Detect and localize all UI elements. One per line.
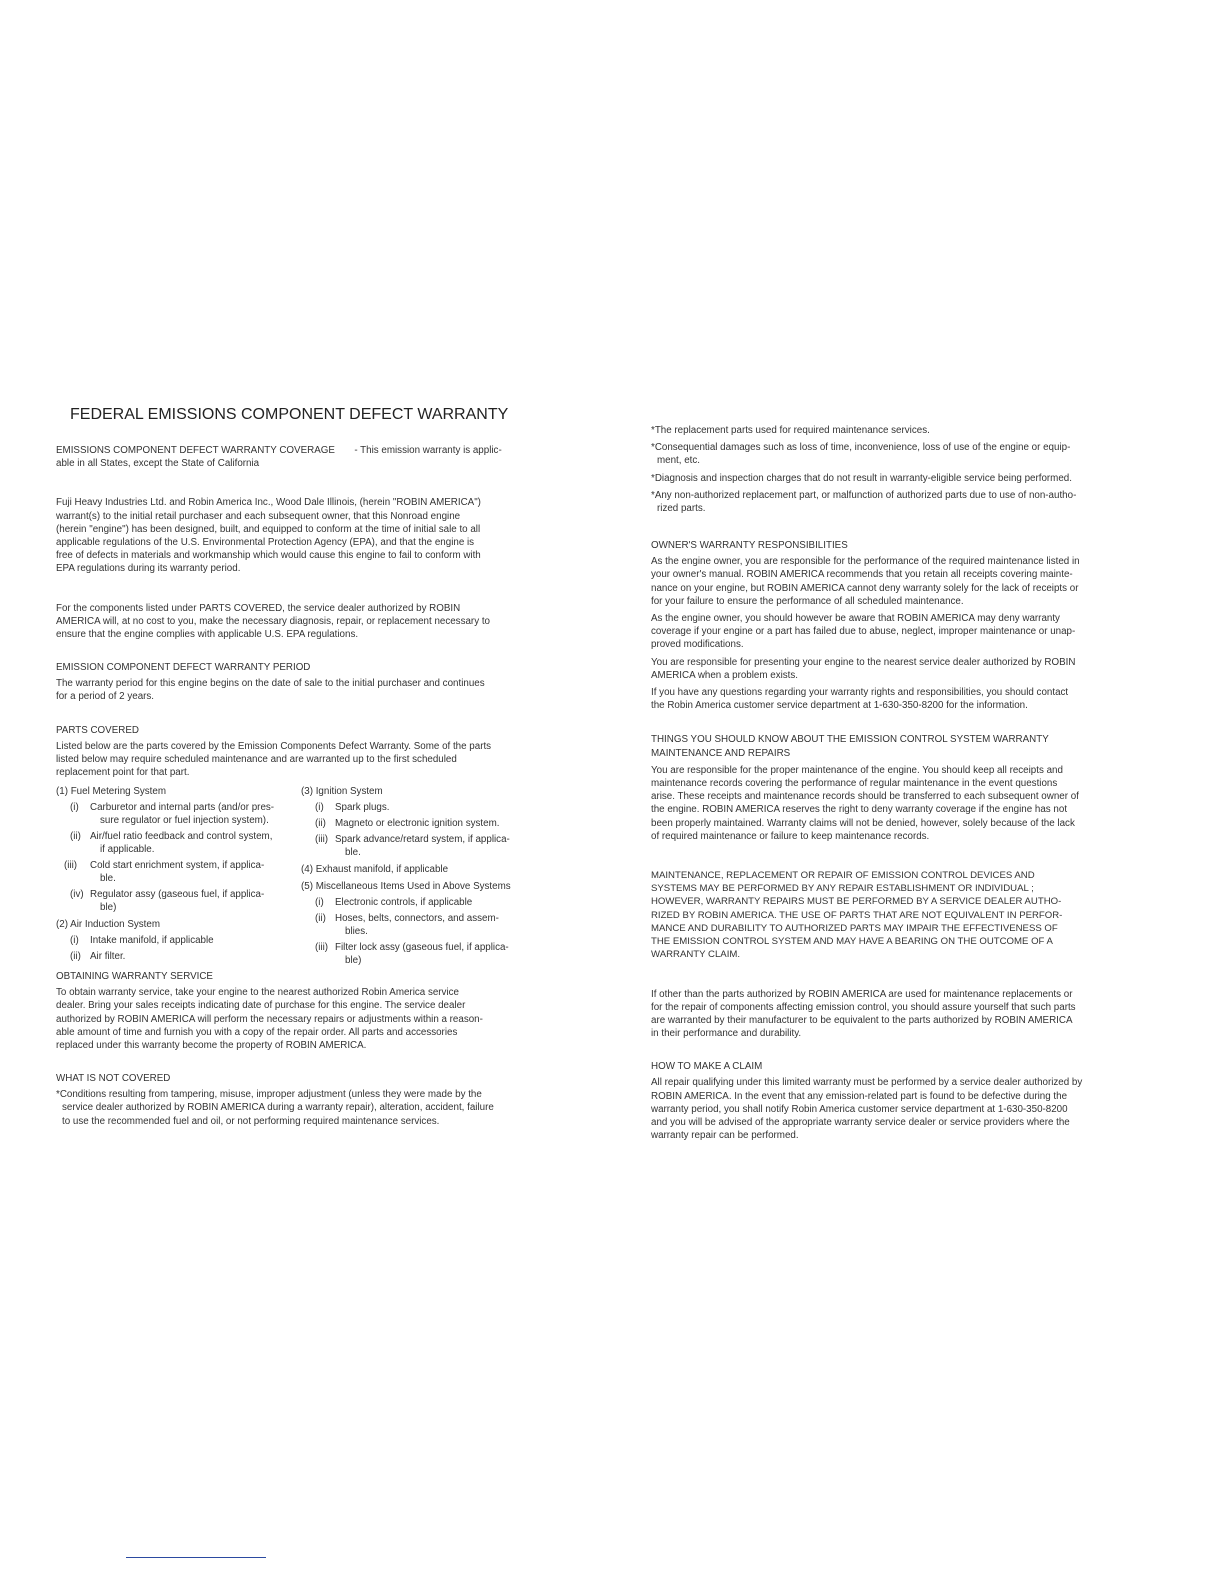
- list-item: [301, 941, 531, 967]
- replacement-line: are warranted by their manufacturer to be equivalent to the parts authorized by ROBIN AMERICA: [651, 1014, 1073, 1026]
- intro-paragraph: [56, 496, 531, 575]
- item-number: (iii): [315, 942, 329, 954]
- item-number: (ii): [315, 913, 326, 925]
- list-item: [301, 801, 531, 814]
- period-heading: EMISSION COMPONENT DEFECT WARRANTY PERIOD: [56, 662, 311, 674]
- components-line: ensure that the engine complies with applicable U.S. EPA regulations.: [56, 629, 359, 641]
- item-number: (iv): [70, 889, 84, 901]
- things-heading: [651, 733, 1131, 759]
- list-item: [56, 934, 301, 947]
- not-covered-line: rized parts.: [657, 503, 706, 515]
- not-covered-line: *Conditions resulting from tampering, misuse, improper adjustment (unless they were made by the: [56, 1089, 482, 1101]
- list-item: [301, 817, 531, 830]
- notice-line: RIZED BY ROBIN AMERICA. THE USE OF PARTS THAT ARE NOT EQUIVALENT IN PERFOR-: [651, 909, 1063, 921]
- coverage-line-2: able in all States, except the State of California: [56, 458, 260, 470]
- parts-list-right: [301, 785, 531, 971]
- item-text: Cold start enrichment system, if applica-: [90, 860, 265, 872]
- claim-paragraph: [651, 1076, 1131, 1142]
- not-covered-item: [651, 489, 1131, 515]
- things-line: maintenance records covering the performance of regular maintenance in the event questions: [651, 778, 1058, 790]
- maintenance-notice: [651, 869, 1131, 961]
- list-item: [301, 833, 531, 859]
- owner-paragraph: [651, 686, 1131, 712]
- item-text: Magneto or electronic ignition system.: [335, 818, 500, 830]
- things-line: You are responsible for the proper maintenance of the engine. You should keep all receipts and: [651, 764, 1063, 776]
- coverage-line-1: - This emission warranty is applic-: [354, 445, 502, 456]
- item-text: ble): [100, 902, 117, 914]
- item-number: (ii): [70, 831, 81, 843]
- item-number: (ii): [315, 818, 326, 830]
- components-line: AMERICA will, at no cost to you, make the necessary diagnosis, repair, or replacement necessary to: [56, 615, 490, 627]
- obtaining-line: authorized by ROBIN AMERICA will perform the necessary repairs or adjustments within a reason-: [56, 1013, 483, 1025]
- components-paragraph: [56, 602, 531, 642]
- owner-line: your owner's manual. ROBIN AMERICA recommends that you retain all receipts covering mainte-: [651, 569, 1073, 581]
- item-text: Air/fuel ratio feedback and control system,: [90, 831, 273, 843]
- coverage-heading: EMISSIONS COMPONENT DEFECT WARRANTY COVERAGE: [56, 445, 335, 456]
- item-text: Regulator assy (gaseous fuel, if applica-: [90, 889, 265, 901]
- claim-heading: HOW TO MAKE A CLAIM: [651, 1061, 763, 1073]
- owner-line: If you have any questions regarding your warranty rights and responsibilities, you should contact: [651, 687, 1069, 699]
- not-covered-line: to use the recommended fuel and oil, or not performing required maintenance services.: [62, 1115, 440, 1127]
- list-item: [56, 830, 301, 856]
- group-title: (4) Exhaust manifold, if applicable: [301, 864, 449, 876]
- notice-line: MANCE AND DURABILITY TO AUTHORIZED PARTS MAY IMPAIR THE EFFECTIVENESS OF: [651, 922, 1058, 934]
- list-item: [56, 950, 301, 963]
- things-heading-line: MAINTENANCE AND REPAIRS: [651, 747, 791, 759]
- period-line: for a period of 2 years.: [56, 691, 155, 703]
- intro-line: (herein "engine") has been designed, built, and equipped to conform at the time of initial sale to all: [56, 523, 481, 535]
- claim-line: ROBIN AMERICA. In the event that any emission-related part is found to be defective during the: [651, 1090, 1068, 1102]
- item-text: sure regulator or fuel injection system).: [100, 815, 269, 827]
- notice-line: SYSTEMS MAY BE PERFORMED BY ANY REPAIR ESTABLISHMENT OR INDIVIDUAL ;: [651, 883, 1034, 895]
- not-covered-item: [651, 441, 1131, 467]
- obtaining-line: To obtain warranty service, take your engine to the nearest authorized Robin America service: [56, 987, 459, 999]
- obtaining-line: dealer. Bring your sales receipts indicating date of purchase for this engine. The service dealer: [56, 1000, 466, 1012]
- period-line: The warranty period for this engine begins on the date of sale to the initial purchaser and continues: [56, 678, 485, 690]
- item-number: (iii): [315, 834, 329, 846]
- ignition-group: [301, 785, 531, 859]
- replacement-parts-paragraph: [651, 988, 1131, 1041]
- owner-line: As the engine owner, you should however be aware that ROBIN AMERICA may deny warranty: [651, 613, 1060, 625]
- air-induction-group: [56, 918, 301, 963]
- list-item: [56, 801, 301, 827]
- item-text: Air filter.: [90, 951, 126, 963]
- item-text: if applicable.: [100, 844, 155, 856]
- group-title: (3) Ignition System: [301, 786, 383, 798]
- obtaining-paragraph: [56, 986, 531, 1052]
- not-covered-item: [56, 1088, 531, 1128]
- footer-rule: [126, 1557, 266, 1558]
- list-item: [301, 896, 531, 909]
- item-number: (i): [315, 802, 324, 814]
- item-text: ble): [345, 955, 362, 967]
- item-number: (ii): [70, 951, 81, 963]
- not-covered-item: [651, 472, 1131, 485]
- list-item: [56, 859, 301, 885]
- claim-line: warranty repair can be performed.: [651, 1130, 799, 1142]
- intro-line: applicable regulations of the U.S. Environmental Protection Agency (EPA), and that the engine is: [56, 537, 475, 549]
- intro-line: Fuji Heavy Industries Ltd. and Robin America Inc., Wood Dale Illinois, (herein "ROBIN AMERICA"): [56, 497, 481, 509]
- item-number: (i): [70, 935, 79, 947]
- fuel-metering-group: [56, 785, 301, 914]
- owner-line: nance on your engine, but ROBIN AMERICA cannot deny warranty solely for the lack of receipts or: [651, 582, 1079, 594]
- not-covered-heading: WHAT IS NOT COVERED: [56, 1073, 171, 1085]
- parts-line: replacement point for that part.: [56, 767, 190, 779]
- owner-line: coverage if your engine or a part has failed due to abuse, neglect, improper maintenance or unap-: [651, 626, 1076, 638]
- notice-line: HOWEVER, WARRANTY REPAIRS MUST BE PERFORMED BY A SERVICE DEALER AUTHO-: [651, 896, 1062, 908]
- claim-line: and you will be advised of the appropriate warranty service dealer or service providers where the: [651, 1116, 1070, 1128]
- item-text: blies.: [345, 926, 368, 938]
- item-text: Carburetor and internal parts (and/or pres-: [90, 802, 275, 814]
- parts-line: Listed below are the parts covered by the Emission Components Defect Warranty. Some of the parts: [56, 740, 492, 752]
- period-paragraph: [56, 677, 531, 703]
- things-line: arise. These receipts and maintenance records should be transferred to each subsequent owner of: [651, 791, 1079, 803]
- group-title: (5) Miscellaneous Items Used in Above Systems: [301, 881, 511, 893]
- replacement-line: in their performance and durability.: [651, 1028, 802, 1040]
- things-paragraph: [651, 764, 1131, 843]
- not-covered-line: *Any non-authorized replacement part, or malfunction of authorized parts due to use of non-autho-: [651, 489, 1077, 501]
- item-number: (i): [315, 897, 324, 909]
- coverage-statement: [56, 444, 531, 470]
- replacement-line: If other than the parts authorized by ROBIN AMERICA are used for maintenance replacements or: [651, 988, 1073, 1000]
- owner-line: AMERICA when a problem exists.: [651, 669, 799, 681]
- not-covered-line: *Consequential damages such as loss of time, inconvenience, loss of use of the engine or equip-: [651, 442, 1071, 454]
- parts-paragraph: [56, 740, 531, 780]
- item-text: Hoses, belts, connectors, and assem-: [335, 913, 499, 925]
- not-covered-line: *Diagnosis and inspection charges that do not result in warranty-eligible service being performed.: [651, 472, 1072, 484]
- owner-paragraph: [651, 656, 1131, 682]
- right-column: [651, 424, 1131, 1142]
- item-text: Filter lock assy (gaseous fuel, if applica-: [335, 942, 509, 954]
- item-text: Intake manifold, if applicable: [90, 935, 214, 947]
- list-item: [56, 888, 301, 914]
- group-title: (1) Fuel Metering System: [56, 786, 166, 798]
- obtaining-line: replaced under this warranty become the property of ROBIN AMERICA.: [56, 1040, 367, 1052]
- parts-list: [56, 785, 531, 971]
- intro-line: EPA regulations during its warranty period.: [56, 563, 241, 575]
- page-title: FEDERAL EMISSIONS COMPONENT DEFECT WARRANTY: [70, 406, 509, 423]
- item-text: Electronic controls, if applicable: [335, 897, 473, 909]
- item-text: Spark plugs.: [335, 802, 390, 814]
- parts-heading: PARTS COVERED: [56, 724, 139, 736]
- miscellaneous-group: [301, 880, 531, 967]
- not-covered-line: service dealer authorized by ROBIN AMERICA during a warranty repair), alteration, accident, failure: [62, 1102, 494, 1114]
- parts-line: listed below may require scheduled maintenance and are warranted up to the first scheduled: [56, 753, 457, 765]
- parts-list-left: [56, 785, 301, 971]
- item-text: ble.: [345, 847, 361, 859]
- intro-line: free of defects in materials and workmanship which would cause this engine to fail to conform with: [56, 550, 481, 562]
- item-number: (iii): [64, 860, 78, 872]
- group-title: (2) Air Induction System: [56, 919, 160, 931]
- claim-line: warranty period, you shall notify Robin America customer service department at 1-630-350-8200: [651, 1103, 1068, 1115]
- intro-line: warrant(s) to the initial retail purchaser and each subsequent owner, that this Nonroad engine: [56, 510, 461, 522]
- notice-line: MAINTENANCE, REPLACEMENT OR REPAIR OF EMISSION CONTROL DEVICES AND: [651, 870, 1035, 882]
- not-covered-line: *The replacement parts used for required maintenance services.: [651, 425, 930, 436]
- owner-line: the Robin America customer service department at 1-630-350-8200 for the information.: [651, 700, 1028, 712]
- owner-line: for your failure to ensure the performance of all scheduled maintenance.: [651, 595, 964, 607]
- owner-paragraph: [651, 555, 1131, 608]
- components-line: For the components listed under PARTS COVERED, the service dealer authorized by ROBIN: [56, 602, 461, 614]
- not-covered-line: ment, etc.: [657, 455, 701, 467]
- not-covered-item: [651, 424, 1131, 437]
- owner-line: proved modifications.: [651, 639, 744, 651]
- obtaining-heading: OBTAINING WARRANTY SERVICE: [56, 971, 213, 983]
- things-heading-line: THINGS YOU SHOULD KNOW ABOUT THE EMISSION CONTROL SYSTEM WARRANTY: [651, 734, 1049, 746]
- claim-line: All repair qualifying under this limited warranty must be performed by a service dealer authorized by: [651, 1077, 1083, 1089]
- notice-line: THE EMISSION CONTROL SYSTEM AND MAY HAVE A BEARING ON THE OUTCOME OF A: [651, 936, 1053, 948]
- owner-heading: OWNER'S WARRANTY RESPONSIBILITIES: [651, 540, 848, 552]
- owner-line: You are responsible for presenting your engine to the nearest service dealer authorized by ROBIN: [651, 656, 1076, 668]
- things-line: of required maintenance or failure to keep maintenance records.: [651, 830, 930, 842]
- things-line: been properly maintained. Warranty claims will not be denied, however, solely because of the lack: [651, 817, 1075, 829]
- obtaining-line: able amount of time and furnish you with a copy of the repair order. All parts and accessories: [56, 1026, 458, 1038]
- item-number: (i): [70, 802, 79, 814]
- things-line: the engine. ROBIN AMERICA reserves the right to deny warranty coverage if the engine has not: [651, 804, 1068, 816]
- notice-line: WARRANTY CLAIM.: [651, 949, 741, 961]
- item-text: ble.: [100, 873, 116, 885]
- left-column: [56, 400, 531, 1132]
- item-text: Spark advance/retard system, if applica-: [335, 834, 510, 846]
- exhaust-group: [301, 863, 531, 876]
- owner-line: As the engine owner, you are responsible for the performance of the required maintenance listed in: [651, 556, 1080, 568]
- owner-paragraph: [651, 612, 1131, 652]
- replacement-line: for the repair of components affecting emission control, you should assure yourself that such parts: [651, 1001, 1076, 1013]
- list-item: [301, 912, 531, 938]
